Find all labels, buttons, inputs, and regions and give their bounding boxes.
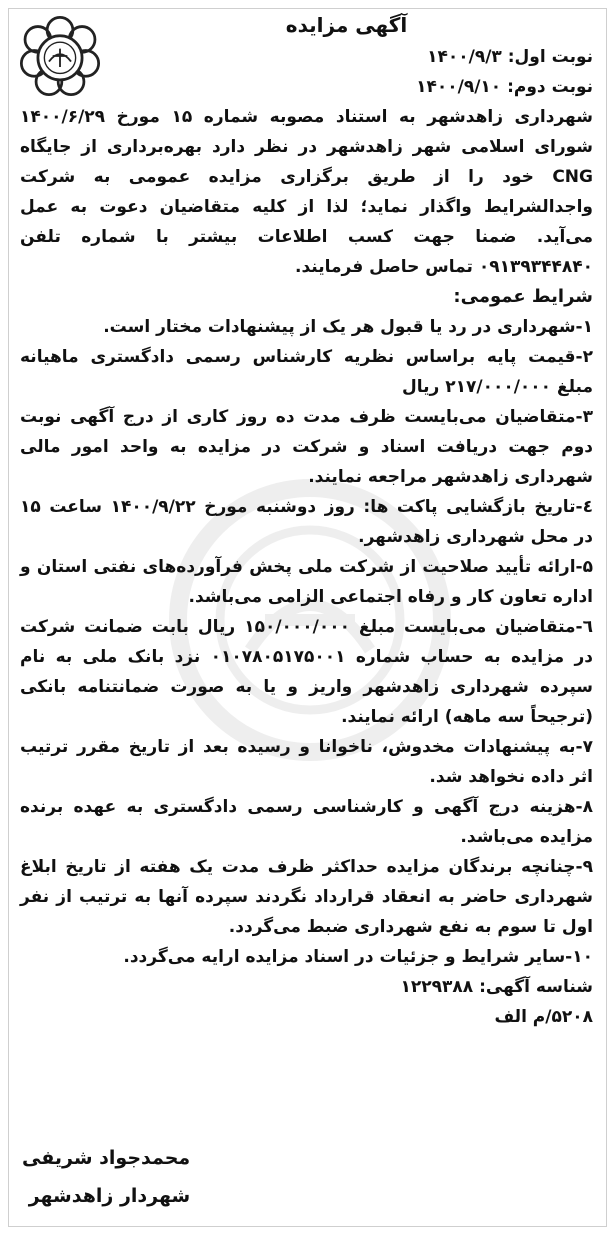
signer-title: شهردار زاهدشهر	[28, 1185, 191, 1207]
signature-block	[22, 1139, 190, 1215]
conditions-heading: شرایط عمومی:	[453, 286, 593, 307]
first-turn-date: نوبت اول: ۱۴۰۰/۹/۳	[427, 47, 593, 67]
second-turn-date: نوبت دوم: ۱۴۰۰/۹/۱۰	[416, 77, 593, 97]
condition-item: ۵-ارائه تأیید صلاحیت از شرکت ملی پخش فرآورده‌های نفتی استان و اداره تعاون کار و رفاه اجتماعی الزامی می‌باشد.	[20, 557, 593, 607]
condition-item: ۲-قیمت پایه براساس نظریه کارشناس رسمی دادگستری ماهیانه مبلغ ۲۱۷/۰۰۰/۰۰۰ ریال	[20, 347, 593, 397]
condition-item: ۱-شهرداری در رد یا قبول هر یک از پیشنهادات مختار است.	[103, 317, 593, 337]
notice-title: آگهی مزایده	[285, 13, 408, 37]
condition-item: ۷-به پیشنهادات مخدوش، ناخوانا و رسیده بعد از تاریخ مقرر ترتیب اثر داده نخواهد شد.	[20, 737, 593, 787]
condition-item: ۱۰-سایر شرایط و جزئیات در اسناد مزایده ارایه می‌گردد.	[123, 947, 593, 967]
condition-item: ۸-هزینه درج آگهی و کارشناسی رسمی دادگستری به عهده برنده مزایده می‌باشد.	[20, 797, 593, 847]
reference-code: ۵۲۰۸/م الف	[494, 1007, 593, 1027]
condition-item: ۹-چنانچه برندگان مزایده حداکثر ظرف مدت یک هفته از تاریخ ابلاغ شهرداری حاضر به انعقاد قرارداد نگردند سپرده آنها به ترتیب از نفر اول تا سوم به نفع شهرداری ضبط می‌گردد.	[20, 857, 593, 937]
intro-paragraph: شهرداری زاهدشهر به استناد مصوبه شماره ۱۵ مورخ ۱۴۰۰/۶/۲۹ شورای اسلامی شهر زاهدشهر در نظر دارد بهره‌برداری از جایگاه CNG خود را از طریق برگزاری مزایده عمومی به شرکت واجدالشرایط واگذار نماید؛ لذا از کلیه متقاضیان دعوت به عمل می‌آید. ضمنا جهت کسب اطلاعات بیشتر با شماره تلفن ۰۹۱۳۹۳۴۴۸۴۰ تماس حاصل فرمایند.	[20, 107, 593, 277]
condition-item: ٦-متقاضیان می‌بایست مبلغ ۱۵۰/۰۰۰/۰۰۰ ریال بابت ضمانت شرکت در مزایده به حساب شماره ۰۱۰۷۸۰۵۱۷۵۰۰۱ نزد بانک ملی به نام سپرده شهرداری زاهدشهر واریز و یا به صورت ضمانتنامه بانکی (ترجیحاً سه ماهه) ارائه نمایند.	[20, 617, 594, 727]
signer-name: محمدجواد شریفی	[22, 1147, 191, 1169]
notice-body	[20, 10, 593, 1032]
condition-item: ۳-متقاضیان می‌بایست ظرف مدت ده روز کاری از درج آگهی نوبت دوم جهت دریافت اسناد و شرکت در مزایده به واحد امور مالی شهرداری زاهدشهر مراجعه نمایند.	[20, 407, 593, 487]
condition-item: ٤-تاریخ بازگشایی پاکت ها: روز دوشنبه مورخ ۱۴۰۰/۹/۲۲ ساعت ۱۵ در محل شهرداری زاهدشهر.	[20, 497, 593, 547]
ad-id: شناسه آگهی: ۱۲۲۹۳۸۸	[400, 977, 593, 997]
